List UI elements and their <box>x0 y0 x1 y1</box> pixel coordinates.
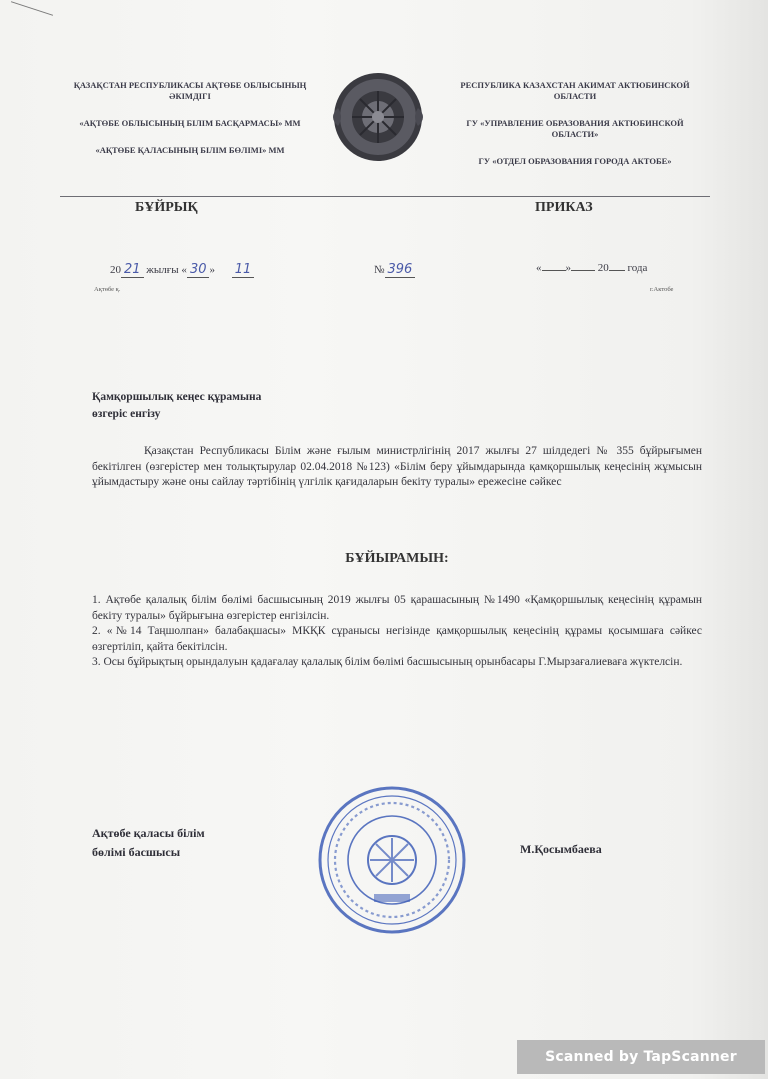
order-items <box>92 593 702 671</box>
signatory-name: М.Қосымбаева <box>520 842 602 856</box>
header-right-line: РЕСПУБЛИКА КАЗАХСТАН АКИМАТ АКТЮБИНСКОЙ ОБЛАСТИ <box>460 80 690 101</box>
header-right-line: ГУ «УПРАВЛЕНИЕ ОБРАЗОВАНИЯ АКТЮБИНСКОЙ ОБЛАСТИ» <box>466 118 684 139</box>
signatory-title: Ақтөбе қаласы білім бөлімі басшысы <box>92 826 205 859</box>
handwritten-number: 396 <box>385 262 416 278</box>
place-ru: г.Актобе <box>650 286 674 293</box>
header-left-line: «АҚТӨБЕ ҚАЛАСЫНЫҢ БІЛІМ БӨЛІМІ» ММ <box>95 145 285 155</box>
place-kz: Ақтөбе қ. <box>94 286 121 293</box>
order-heading: БҰЙЫРАМЫН: <box>345 551 449 566</box>
order-item: 3. Осы бұйрықтың орындалуын қадағалау қалалық білім бөлімі басшысының орынбасары Г.Мырзағалиеваға жүктелсін. <box>92 656 683 669</box>
preamble-paragraph: Қазақстан Республикасы Білім және ғылым министрлігінің 2017 жылғы 27 шілдедегі № 355 бұйрығымен бекітілген (өзгерістер мен толықтырулар 02.04.2018 №123) «Білім беру ұйымдарында қамқоршылық кеңесінің жұмысын ұйымдастыру және оны сайлау тәртібінің үлгілік қағидаларын бекіту туралы» ережесіне сәйкес <box>92 445 702 489</box>
official-stamp-icon <box>316 784 468 936</box>
handwritten-month: 11 <box>232 262 255 278</box>
state-emblem-icon <box>324 68 432 166</box>
date-ru: « » 20 года <box>536 262 648 274</box>
scanner-watermark: Scanned by TapScanner <box>517 1040 765 1074</box>
doc-type-ru: ПРИКАЗ <box>535 200 593 215</box>
document-subject: Қамқоршылық кеңес құрамына өзгеріс енгізу <box>92 391 262 420</box>
handwritten-year: 21 <box>121 262 144 278</box>
header-right-line: ГУ «ОТДЕЛ ОБРАЗОВАНИЯ ГОРОДА АКТОБЕ» <box>478 156 672 166</box>
doc-type-kz: БҰЙРЫҚ <box>135 200 198 215</box>
header-left-line: ҚАЗАҚСТАН РЕСПУБЛИКАСЫ АҚТӨБЕ ОБЛЫСЫНЫҢ ӘКІМДІГІ <box>73 80 307 101</box>
header-divider <box>60 196 710 197</box>
date-kz: 20 21 жылғы « 30 » 11 <box>110 262 254 277</box>
header-left-kz <box>70 80 310 172</box>
order-item: 1. Ақтөбе қалалық білім бөлімі басшысының 2019 жылғы 05 қарашасының №1490 «Қамқоршылық кеңесінің құрамын бекіту туралы» бұйрығына өзгерістер енгізілсін. <box>92 594 702 622</box>
scan-crease <box>11 1 53 16</box>
doc-number: № 396 <box>374 262 415 277</box>
order-item: 2. «№14 Таңшолпан» балабақшасы» МКҚК сұранысы негізінде қамқоршылық кеңесінің құрамы қосымшаға сәйкес өзгертіліп, қайта бекітілсін. <box>92 625 702 653</box>
handwritten-day: 30 <box>187 262 210 278</box>
header-left-line: «АҚТӨБЕ ОБЛЫСЫНЫҢ БІЛІМ БАСҚАРМАСЫ» ММ <box>79 118 301 128</box>
header-right-ru <box>450 80 700 183</box>
